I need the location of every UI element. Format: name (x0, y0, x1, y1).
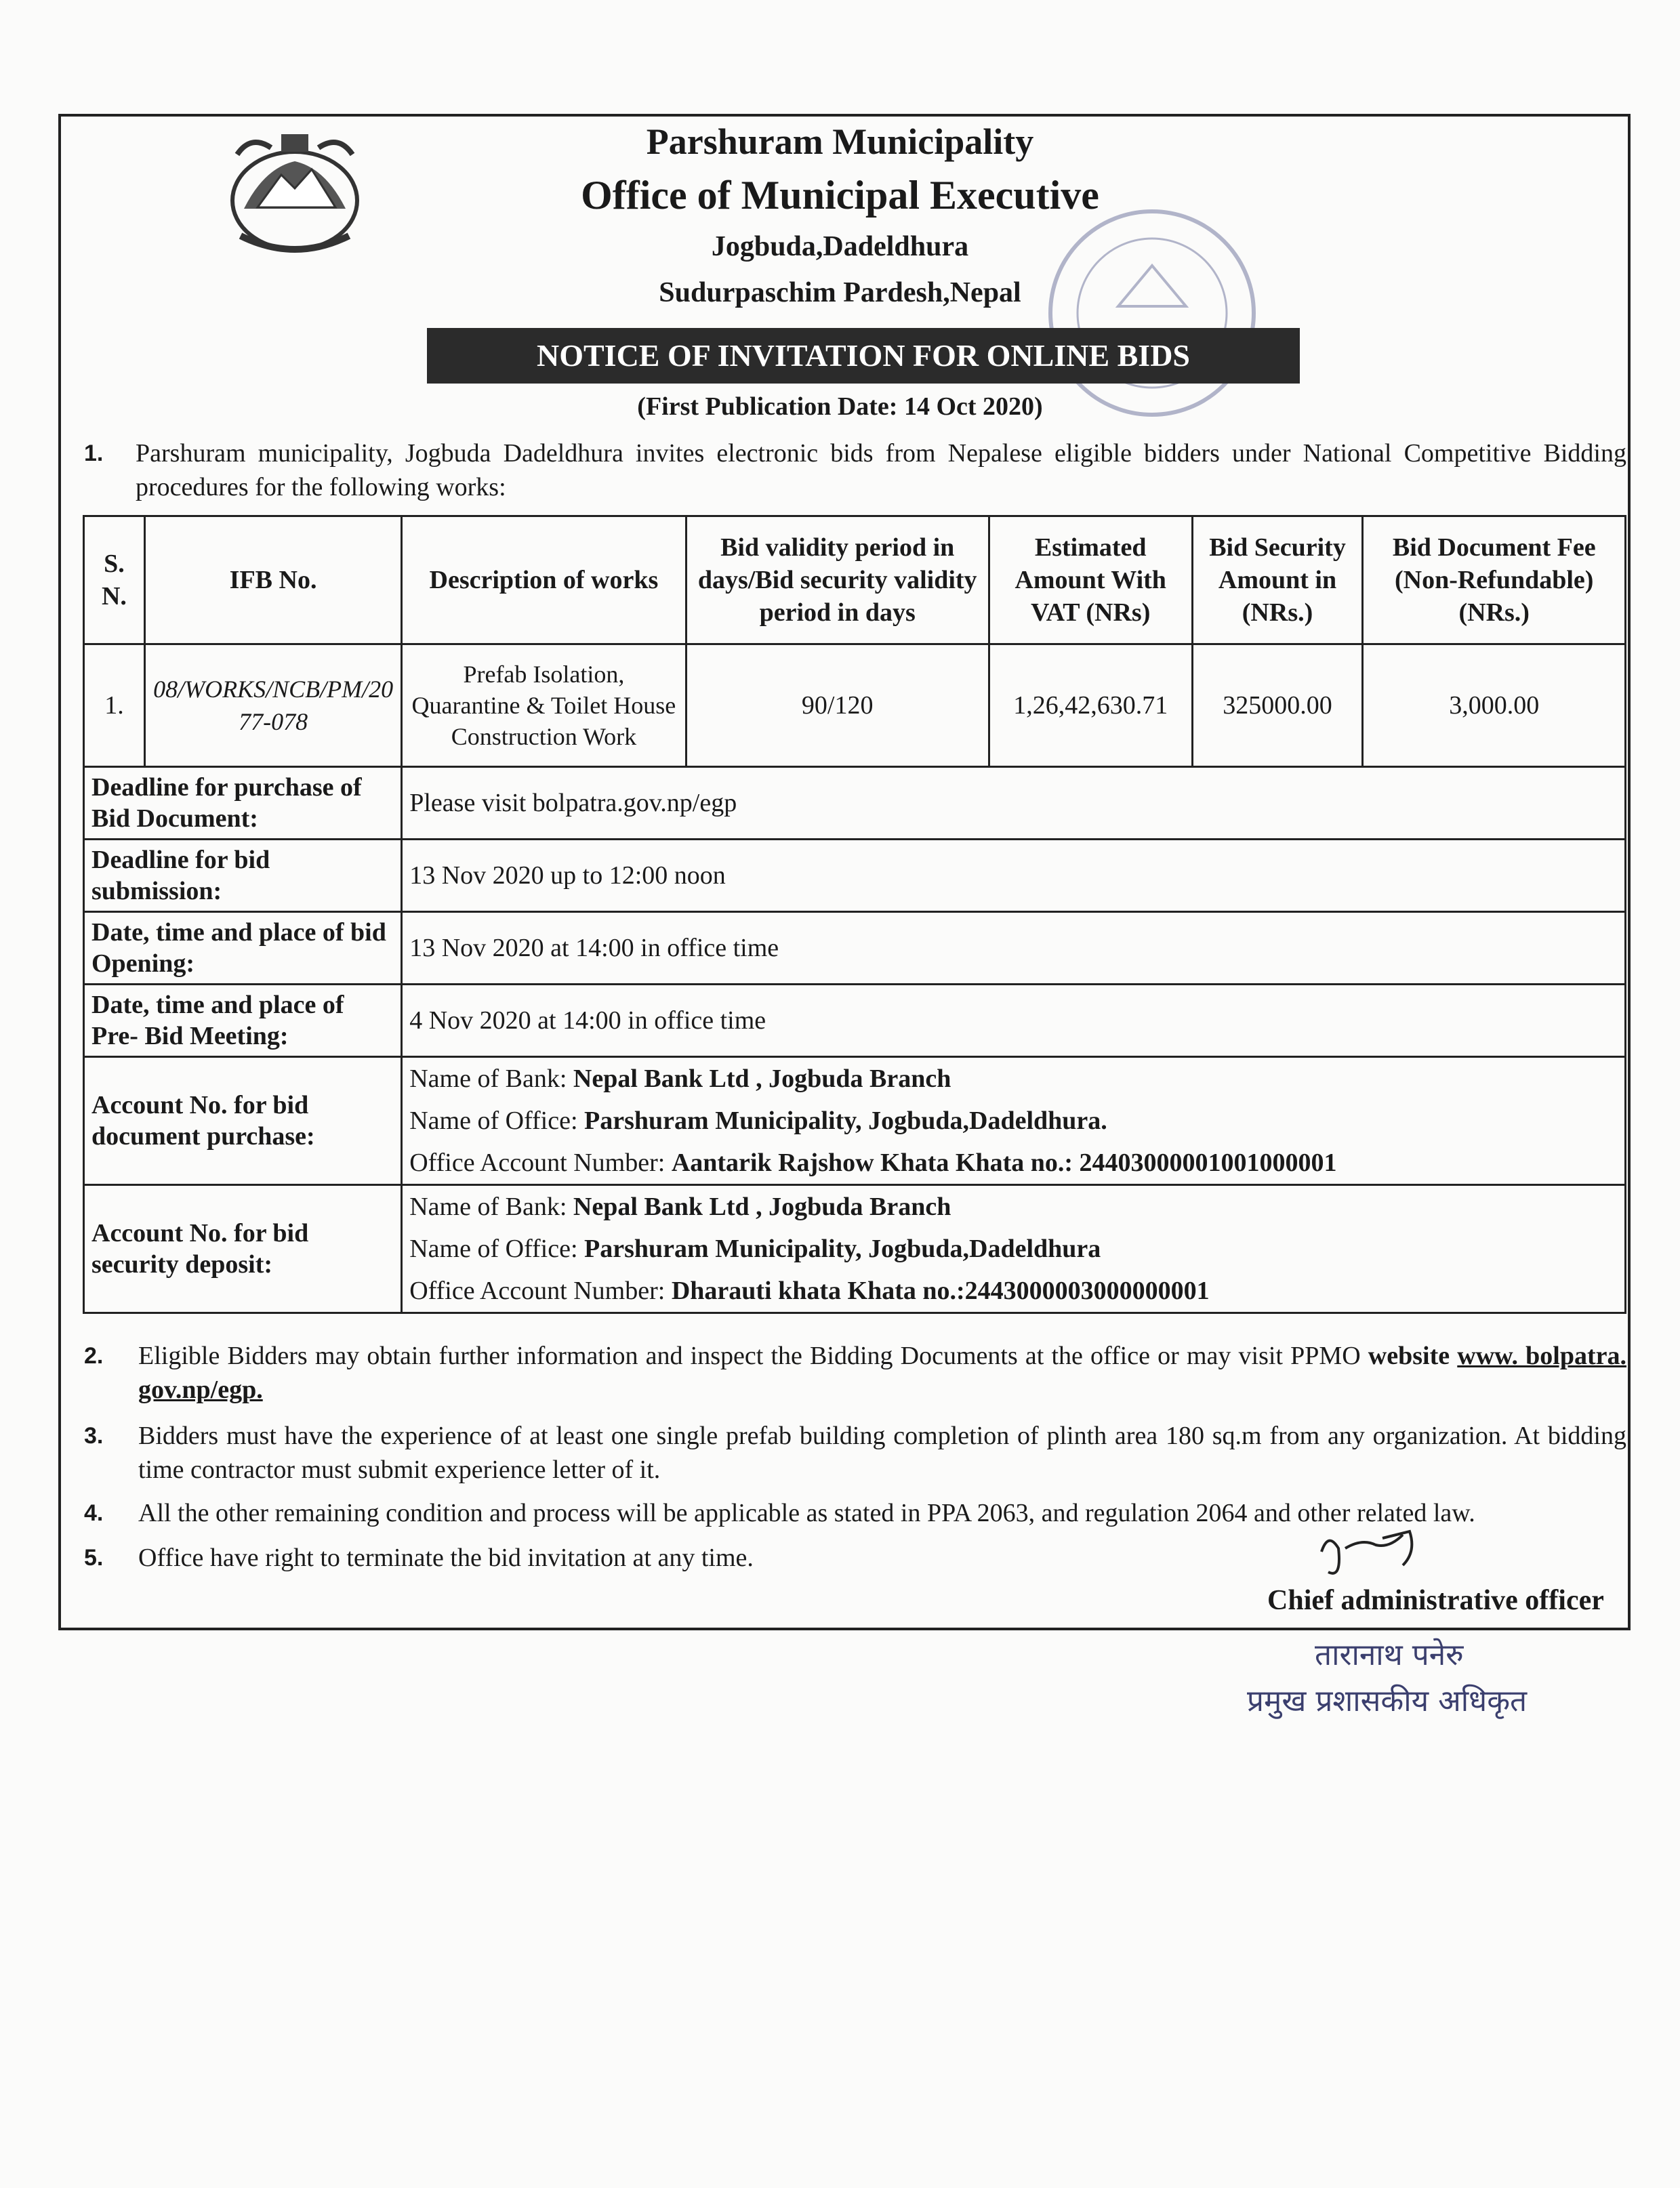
office-province: Sudurpaschim Pardesh,Nepal (659, 277, 1021, 308)
bank-label: Name of Bank: (409, 1193, 573, 1221)
item-number-4: 4. (84, 1500, 104, 1526)
col-header-ifb: IFB No. (144, 516, 401, 644)
paragraph-1: Parshuram municipality, Jogbuda Dadeldhura invites electronic bids from Nepalese eligible bidders under National Competitive Bidding procedures for the following works: (136, 439, 1626, 501)
col-header-sn: S. N. (84, 516, 145, 644)
table-header-row (84, 516, 1626, 644)
bank-name: Nepal Bank Ltd , Jogbuda Branch (573, 1193, 951, 1221)
account-number: Aantarik Rajshow Khata Khata no.: 24403000001001000001 (671, 1149, 1337, 1177)
table-row (84, 644, 1626, 767)
info-row-pre-bid-meeting (84, 985, 1626, 1057)
info-value: 13 Nov 2020 at 14:00 in office time (402, 912, 1626, 985)
account-label: Office Account Number: (409, 1277, 672, 1305)
cell-estimated-amount: 1,26,42,630.71 (989, 644, 1192, 767)
paragraph-2 (138, 1339, 1626, 1407)
info-value: 4 Nov 2020 at 14:00 in office time (402, 985, 1626, 1057)
col-header-document-fee: Bid Document Fee (Non-Refundable) (NRs.) (1363, 516, 1626, 644)
cell-description: Prefab Isolation, Quarantine & Toilet House Construction Work (402, 644, 686, 767)
col-header-bid-security: Bid Security Amount in (NRs.) (1192, 516, 1363, 644)
signatory-designation-nepali: प्रमुख प्रशासकीय अधिकृत (1247, 1684, 1528, 1718)
info-label: Account No. for bid document purchase: (84, 1057, 402, 1185)
paragraph-2-text: Eligible Bidders may obtain further information and inspect the Bidding Documents at the office or may visit PPMO (138, 1342, 1368, 1370)
office-name-value: Parshuram Municipality, Jogbuda,Dadeldhura. (584, 1107, 1107, 1135)
info-label: Deadline for bid submission: (84, 840, 402, 912)
account-row-document-purchase (84, 1057, 1626, 1185)
website-word: website (1368, 1342, 1450, 1370)
ppmo-website-link[interactable]: www. bolpatra. gov.np/egp. (138, 1342, 1626, 1404)
office-name: Office of Municipal Executive (581, 173, 1099, 218)
info-label: Deadline for purchase of Bid Document: (84, 767, 402, 840)
info-row-bid-opening (84, 912, 1626, 985)
item-number-1: 1. (84, 440, 104, 466)
cell-sn: 1. (84, 644, 145, 767)
office-name-value: Parshuram Municipality, Jogbuda,Dadeldhura (584, 1235, 1101, 1263)
col-header-validity: Bid validity period in days/Bid security validity period in days (686, 516, 989, 644)
org-name: Parshuram Municipality (646, 121, 1034, 162)
cell-document-fee: 3,000.00 (1363, 644, 1626, 767)
account-details (402, 1185, 1626, 1313)
account-number: Dharauti khata Khata no.:2443000003000000001 (671, 1277, 1210, 1305)
cell-bid-security: 325000.00 (1192, 644, 1363, 767)
bank-label: Name of Bank: (409, 1065, 573, 1093)
notice-title: NOTICE OF INVITATION FOR ONLINE BIDS (427, 328, 1300, 384)
bid-table (83, 515, 1626, 1314)
account-label: Office Account Number: (409, 1149, 672, 1177)
account-details (402, 1057, 1626, 1185)
info-row-purchase-deadline (84, 767, 1626, 840)
publication-date: (First Publication Date: 14 Oct 2020) (637, 392, 1043, 421)
info-label: Account No. for bid security deposit: (84, 1185, 402, 1313)
signature-icon (1308, 1525, 1443, 1586)
account-row-security-deposit (84, 1185, 1626, 1313)
item-number-3: 3. (84, 1423, 104, 1449)
info-row-submission-deadline (84, 840, 1626, 912)
office-label: Name of Office: (409, 1107, 585, 1135)
paragraph-3: Bidders must have the experience of at least one single prefab building completion of plinth area 180 sq.m from any organization. At bidding time contractor must submit experience letter of it. (138, 1422, 1626, 1484)
paragraph-4: All the other remaining condition and process will be applicable as stated in PPA 2063, and regulation 2064 and other related law. (138, 1499, 1475, 1527)
col-header-description: Description of works (402, 516, 686, 644)
info-label: Date, time and place of Pre- Bid Meeting: (84, 985, 402, 1057)
info-label: Date, time and place of bid Opening: (84, 912, 402, 985)
office-label: Name of Office: (409, 1235, 585, 1263)
item-number-5: 5. (84, 1545, 104, 1571)
office-location: Jogbuda,Dadeldhura (711, 231, 969, 262)
info-value: Please visit bolpatra.gov.np/egp (402, 767, 1626, 840)
paragraph-5: Office have right to terminate the bid invitation at any time. (138, 1544, 754, 1572)
item-number-2: 2. (84, 1343, 104, 1369)
cell-ifb: 08/WORKS/NCB/PM/2077-078 (144, 644, 401, 767)
info-value: 13 Nov 2020 up to 12:00 noon (402, 840, 1626, 912)
bank-name: Nepal Bank Ltd , Jogbuda Branch (573, 1065, 951, 1093)
col-header-estimated-amount: Estimated Amount With VAT (NRs) (989, 516, 1192, 644)
signatory-title: Chief administrative officer (1267, 1585, 1604, 1616)
signatory-name-nepali: तारानाथ पनेरु (1315, 1638, 1464, 1672)
cell-validity: 90/120 (686, 644, 989, 767)
